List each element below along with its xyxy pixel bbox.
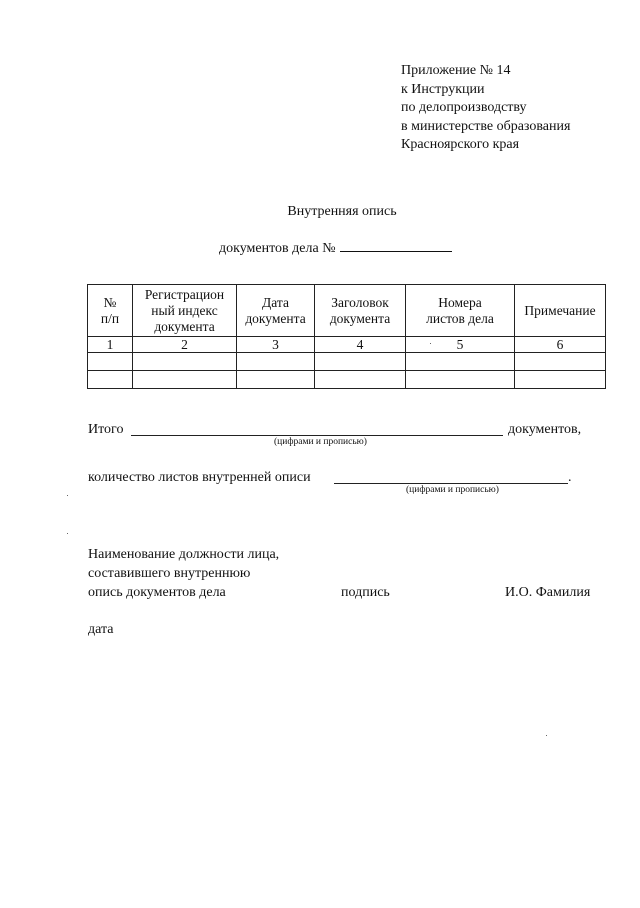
inventory-table [87,284,606,389]
table-row [88,371,606,389]
document-title [0,204,640,220]
case-number-label: документов дела № [219,241,336,256]
column-number: 2 [133,337,237,353]
table-cell[interactable] [88,353,133,371]
header-cell-reg-index: Регистрацион ный индекс документа [133,285,237,337]
table-cell[interactable] [133,371,237,389]
total-hint: (цифрами и прописью) [274,437,367,447]
table-row [88,353,606,371]
total-suffix: документов, [508,422,582,437]
appendix-block [401,62,570,155]
header-cell-number: № п/п [88,285,133,337]
header-cell-date: Дата документа [237,285,315,337]
table-cell[interactable] [315,371,406,389]
column-number: 5 [406,337,515,353]
signature-position-line: Наименование должности лица, [88,547,280,562]
header-cell-note: Примечание [515,285,606,337]
appendix-line: к Инструкции [401,81,485,97]
total-label: Итого [88,422,124,437]
table-cell[interactable] [406,353,515,371]
appendix-line: по делопроизводству [401,100,527,115]
scan-speck [546,735,547,736]
appendix-line: Приложение № 14 [401,63,511,78]
document-title-text: Внутренняя опись [287,204,397,219]
table-cell[interactable] [237,371,315,389]
header-cell-sheet-numbers: Номера листов дела [406,285,515,337]
scan-speck [67,533,68,534]
total-blank-line[interactable] [131,435,503,436]
sheets-blank-line[interactable] [334,483,568,484]
date-label: дата [88,622,114,637]
table-header-row [88,285,606,337]
table-cell[interactable] [315,353,406,371]
sheets-label: количество листов внутренней описи [88,470,311,485]
appendix-line: в министерстве образования [401,118,571,134]
table-cell[interactable] [133,353,237,371]
signature-label: подпись [341,585,390,600]
signatory-name: И.О. Фамилия [505,585,591,600]
table-cell[interactable] [515,371,606,389]
scan-speck [430,343,431,344]
table-cell[interactable] [515,353,606,371]
sheets-suffix: . [568,470,572,485]
sheets-hint: (цифрами и прописью) [406,485,499,495]
document-subtitle [219,239,452,257]
scan-speck [67,495,68,496]
header-cell-heading: Заголовок документа [315,285,406,337]
table-cell[interactable] [406,371,515,389]
table-cell[interactable] [88,371,133,389]
column-number: 3 [237,337,315,353]
signature-position-line: составившего внутреннюю [88,566,251,581]
appendix-line: Красноярского края [401,137,520,152]
table-cell[interactable] [237,353,315,371]
table-number-row [88,337,606,353]
case-number-blank[interactable] [340,239,452,252]
signature-position-line: опись документов дела [88,585,226,600]
column-number: 4 [315,337,406,353]
column-number: 1 [88,337,133,353]
column-number: 6 [515,337,606,353]
